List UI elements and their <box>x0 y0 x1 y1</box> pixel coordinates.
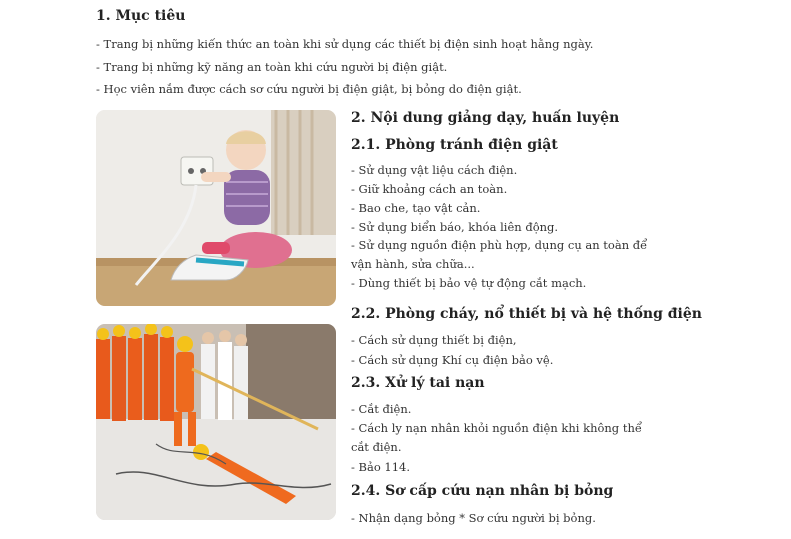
s21-bullet-5-cont: vận hành, sửa chữa... <box>351 257 475 271</box>
s21-bullet-5: - Sử dụng nguồn điện phù hợp, dụng cụ an toàn để <box>351 238 648 252</box>
objective-bullet-1: - Trang bị những kiến thức an toàn khi sử dụng các thiết bị điện sinh hoạt hằng ngày. <box>96 37 594 51</box>
objective-bullet-3: - Học viên nắm được cách sơ cứu người bị điện giật, bị bỏng do điện giật. <box>96 82 522 96</box>
s24-bullet-1: - Nhận dạng bỏng * Sơ cứu người bị bỏng. <box>351 511 596 525</box>
s21-bullet-2: - Giữ khoảng cách an toàn. <box>351 182 508 196</box>
s21-bullet-3: - Bao che, tạo vật cản. <box>351 201 481 215</box>
section-2-4-title: 2.4. Sơ cấp cứu nạn nhân bị bỏng <box>351 483 614 499</box>
section-2-title: 2. Nội dung giảng dạy, huấn luyện <box>351 110 620 126</box>
photo-child-iron-socket <box>96 110 336 306</box>
section-2-1-title: 2.1. Phòng tránh điện giật <box>351 137 558 153</box>
s22-bullet-2: - Cách sử dụng Khí cụ điện bảo vệ. <box>351 353 554 367</box>
section-1-title: 1. Mục tiêu <box>96 8 186 24</box>
section-2-2-title: 2.2. Phòng cháy, nổ thiết bị và hệ thống điện <box>351 306 702 322</box>
s21-bullet-4: - Sử dụng biển báo, khóa liên động. <box>351 220 559 234</box>
s21-bullet-6: - Dùng thiết bị bảo vệ tự động cắt mạch. <box>351 276 587 290</box>
photo-rescue-training <box>96 324 336 520</box>
s23-bullet-2: - Cách ly nạn nhân khỏi nguồn điện khi không thể <box>351 421 642 435</box>
s23-bullet-3: - Bảo 114. <box>351 460 411 474</box>
objective-bullet-2: - Trang bị những kỹ năng an toàn khi cứu người bị điện giật. <box>96 60 448 74</box>
s23-bullet-2-cont: cắt điện. <box>351 440 402 454</box>
s21-bullet-1: - Sử dụng vật liệu cách điện. <box>351 163 518 177</box>
s22-bullet-1: - Cách sử dụng thiết bị điện, <box>351 333 517 347</box>
s23-bullet-1: - Cắt điện. <box>351 402 412 416</box>
section-2-3-title: 2.3. Xử lý tai nạn <box>351 375 485 391</box>
